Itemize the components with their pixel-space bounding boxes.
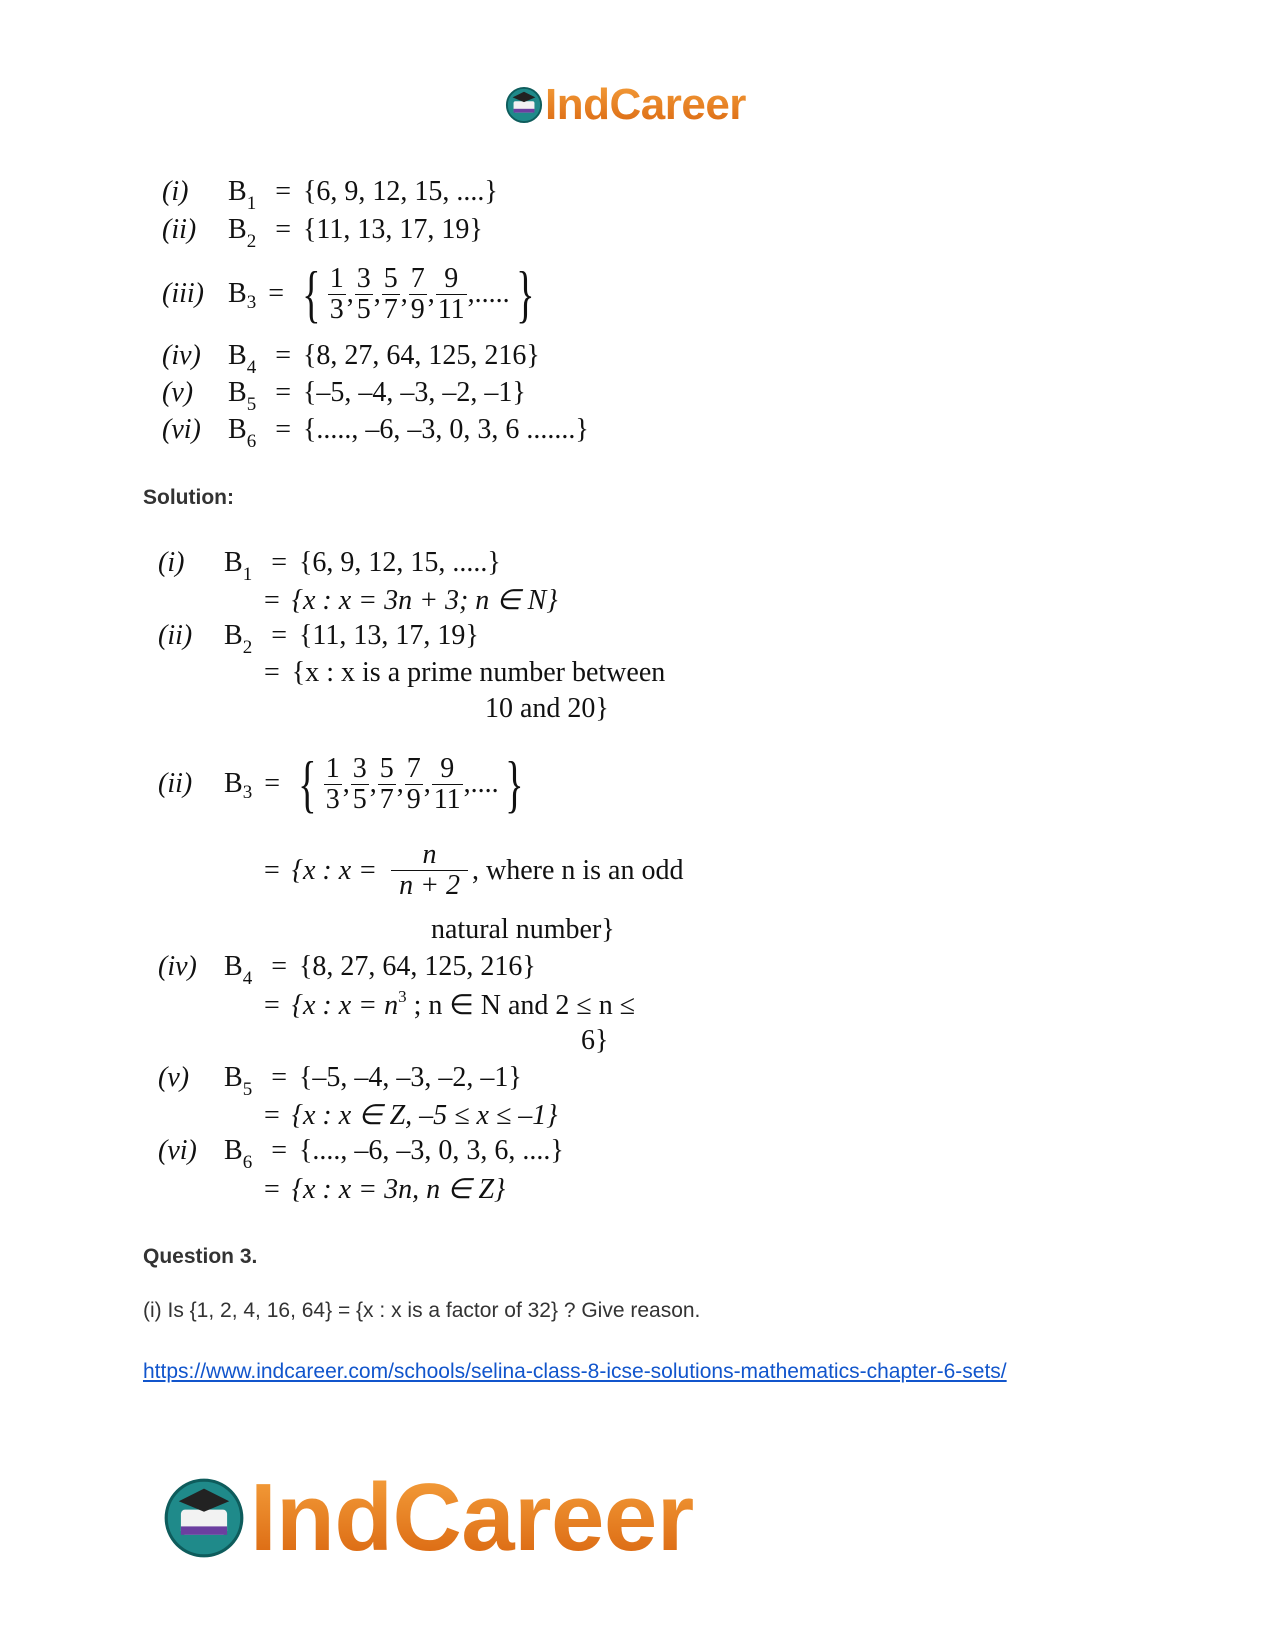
item-label: (ii) bbox=[158, 620, 193, 651]
equals-sign: = bbox=[275, 214, 291, 245]
set-builder-condition: ; n ∈ N and 2 ≤ n ≤ bbox=[406, 990, 636, 1021]
denominator: 3 bbox=[325, 783, 340, 815]
item-label: (ii) bbox=[162, 214, 197, 245]
numerator: 5 bbox=[379, 752, 394, 784]
solution-item-4 bbox=[158, 951, 536, 989]
set-subscript: 1 bbox=[246, 193, 257, 214]
item-label: (v) bbox=[158, 1062, 190, 1093]
fraction-tail: ,.... bbox=[463, 768, 499, 799]
equals-sign: = bbox=[275, 414, 291, 445]
set-builder-form: {x : x = 3n, n ∈ Z} bbox=[291, 1174, 506, 1205]
set-name: B bbox=[228, 340, 247, 371]
set-subscript: 5 bbox=[246, 394, 257, 415]
denominator: 3 bbox=[329, 293, 344, 325]
question-item-4 bbox=[162, 340, 540, 378]
set-subscript: 3 bbox=[242, 782, 253, 803]
solution-heading: Solution: bbox=[143, 486, 234, 509]
equals-sign: = bbox=[268, 278, 284, 309]
solution-item-5-builder bbox=[264, 1098, 558, 1132]
set-builder-start: {x : x = bbox=[291, 854, 378, 886]
item-label: (vi) bbox=[158, 1135, 197, 1166]
set-name: B bbox=[228, 176, 247, 207]
roster-form: {–5, –4, –3, –2, –1} bbox=[298, 1062, 522, 1093]
left-brace: { bbox=[298, 748, 317, 819]
fraction bbox=[436, 264, 467, 325]
item-label: (ii) bbox=[158, 768, 193, 799]
fraction bbox=[405, 754, 423, 815]
item-label: (iv) bbox=[158, 951, 197, 982]
right-brace: } bbox=[504, 748, 524, 819]
fraction bbox=[432, 754, 463, 815]
numerator: 1 bbox=[329, 262, 344, 294]
question-item-3: (iii) B 3 = { $\frac{1}{3}$ , $\frac{3}{5}$ , $\frac{5}{7}$ , $\frac{7}{9}$ , $\frac{9}{11}$ ,..... } bbox=[162, 258, 535, 329]
fraction-tail: ,..... bbox=[467, 278, 510, 309]
roster-form: {6, 9, 12, 15, .....} bbox=[298, 547, 501, 578]
denominator: 11 bbox=[437, 293, 465, 325]
roster-form: {...., –6, –3, 0, 3, 6, ....} bbox=[298, 1135, 564, 1166]
solution-item-3-builder-cont: natural number} bbox=[431, 914, 615, 945]
equals-sign: = bbox=[264, 585, 280, 616]
equals-sign: = bbox=[275, 340, 291, 371]
right-brace: } bbox=[515, 258, 535, 329]
equals-sign: = bbox=[271, 547, 287, 578]
set-builder-form: {x : x ∈ Z, –5 ≤ x ≤ –1} bbox=[291, 1100, 558, 1131]
numerator: 5 bbox=[383, 262, 398, 294]
set-subscript: 6 bbox=[242, 1152, 253, 1173]
set-name: B bbox=[224, 547, 243, 578]
footer-logo-text: IndCareer bbox=[250, 1464, 694, 1571]
set-elements: {11, 13, 17, 19} bbox=[302, 214, 483, 245]
solution-item-5 bbox=[158, 1062, 522, 1100]
header-logo-text: IndCareer bbox=[545, 80, 746, 129]
fraction bbox=[355, 264, 373, 325]
set-subscript: 4 bbox=[242, 968, 253, 989]
indcareer-globe-icon bbox=[505, 86, 543, 124]
set-name: B bbox=[228, 377, 247, 408]
source-link[interactable]: https://www.indcareer.com/schools/selina-class-8-icse-solutions-mathematics-chapter-6-sets/ bbox=[143, 1360, 1007, 1383]
question-item-6 bbox=[162, 414, 589, 452]
fraction bbox=[351, 754, 369, 815]
question-item-2 bbox=[162, 214, 483, 252]
fraction bbox=[382, 264, 400, 325]
exponent: 3 bbox=[398, 987, 407, 1006]
numerator: n bbox=[422, 839, 437, 870]
solution-item-2-builder-cont: 10 and 20} bbox=[485, 693, 609, 724]
set-name: B bbox=[224, 1135, 243, 1166]
equals-sign: = bbox=[264, 657, 280, 688]
left-brace: { bbox=[302, 258, 321, 329]
set-elements: {6, 9, 12, 15, ....} bbox=[302, 176, 498, 207]
item-label: (vi) bbox=[162, 414, 201, 445]
equals-sign: = bbox=[271, 620, 287, 651]
solution-item-6 bbox=[158, 1135, 564, 1173]
denominator: 5 bbox=[356, 293, 371, 325]
equals-sign: = bbox=[264, 768, 280, 799]
set-subscript: 6 bbox=[246, 431, 257, 452]
solution-item-1-builder bbox=[264, 583, 558, 617]
set-elements: {–5, –4, –3, –2, –1} bbox=[302, 377, 526, 408]
question-3-heading: Question 3. bbox=[143, 1245, 258, 1268]
footer-logo bbox=[162, 1464, 694, 1571]
indcareer-globe-icon bbox=[162, 1476, 246, 1560]
item-label: (i) bbox=[162, 176, 189, 207]
denominator: 9 bbox=[410, 293, 425, 325]
numerator: 9 bbox=[444, 262, 459, 294]
set-builder-start: {x : x = n bbox=[291, 990, 399, 1021]
set-name: B bbox=[224, 1062, 243, 1093]
denominator: 11 bbox=[433, 783, 461, 815]
denominator: 7 bbox=[383, 293, 398, 325]
numerator: 7 bbox=[406, 752, 421, 784]
numerator: 3 bbox=[352, 752, 367, 784]
set-subscript: 4 bbox=[246, 357, 257, 378]
question-item-5 bbox=[162, 377, 526, 415]
solution-item-4-builder bbox=[264, 988, 635, 1022]
numerator: 3 bbox=[356, 262, 371, 294]
set-name: B bbox=[224, 768, 243, 799]
set-elements: {8, 27, 64, 125, 216} bbox=[302, 340, 540, 371]
set-name: B bbox=[224, 620, 243, 651]
fraction-n-over-n-plus-2 bbox=[391, 840, 468, 901]
numerator: 1 bbox=[325, 752, 340, 784]
question-3-text: (i) Is {1, 2, 4, 16, 64} = {x : x is a factor of 32} ? Give reason. bbox=[143, 1299, 701, 1322]
denominator: n + 2 bbox=[391, 870, 468, 901]
solution-item-4-builder-cont: 6} bbox=[581, 1025, 609, 1056]
set-builder-condition: , where n is an odd bbox=[471, 854, 684, 886]
set-builder-form: {x : x = 3n + 3; n ∈ N} bbox=[291, 585, 558, 616]
set-subscript: 1 bbox=[242, 564, 253, 585]
solution-item-2 bbox=[158, 620, 479, 658]
solution-item-3: (ii) B 3 = { $\frac{1}{3}$ , $\frac{3}{5}$ , $\frac{5}{7}$ , $\frac{7}{9}$ , $\frac{9}{11}$ ,.... } bbox=[158, 748, 524, 819]
set-name: B bbox=[228, 278, 247, 309]
set-builder-form: {x : x is a prime number between bbox=[291, 657, 666, 688]
equals-sign: = bbox=[264, 1100, 280, 1131]
set-name: B bbox=[228, 214, 247, 245]
header-logo bbox=[505, 80, 746, 130]
fraction bbox=[378, 754, 396, 815]
item-label: (iii) bbox=[162, 278, 204, 309]
set-subscript: 5 bbox=[242, 1079, 253, 1100]
equals-sign: = bbox=[271, 1135, 287, 1166]
set-name: B bbox=[224, 951, 243, 982]
fraction bbox=[328, 264, 346, 325]
solution-item-1 bbox=[158, 547, 501, 585]
solution-item-3-builder bbox=[264, 840, 684, 901]
set-subscript: 3 bbox=[246, 292, 257, 313]
equals-sign: = bbox=[264, 1174, 280, 1205]
equals-sign: = bbox=[275, 176, 291, 207]
set-subscript: 2 bbox=[242, 637, 253, 658]
item-label: (i) bbox=[158, 547, 185, 578]
roster-form: {11, 13, 17, 19} bbox=[298, 620, 479, 651]
equals-sign: = bbox=[264, 990, 280, 1021]
equals-sign: = bbox=[275, 377, 291, 408]
item-label: (iv) bbox=[162, 340, 201, 371]
item-label: (v) bbox=[162, 377, 194, 408]
roster-form: {8, 27, 64, 125, 216} bbox=[298, 951, 536, 982]
denominator: 5 bbox=[352, 783, 367, 815]
equals-sign: = bbox=[271, 1062, 287, 1093]
solution-item-2-builder bbox=[264, 657, 665, 689]
fraction bbox=[324, 754, 342, 815]
set-name: B bbox=[228, 414, 247, 445]
set-subscript: 2 bbox=[246, 231, 257, 252]
equals-sign: = bbox=[264, 854, 280, 886]
denominator: 7 bbox=[379, 783, 394, 815]
numerator: 9 bbox=[440, 752, 455, 784]
equals-sign: = bbox=[271, 951, 287, 982]
question-item-1 bbox=[162, 176, 498, 214]
solution-item-6-builder bbox=[264, 1172, 505, 1206]
set-elements: {....., –6, –3, 0, 3, 6 .......} bbox=[302, 414, 589, 445]
fraction bbox=[409, 264, 427, 325]
numerator: 7 bbox=[410, 262, 425, 294]
denominator: 9 bbox=[406, 783, 421, 815]
